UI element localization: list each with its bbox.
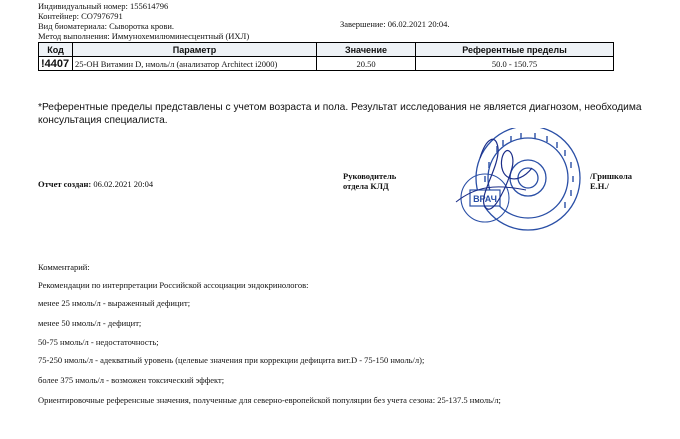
- comment-line: менее 50 нмоль/л - дефицит;: [38, 318, 142, 328]
- report-created: [38, 179, 153, 189]
- comment-line: Ориентировочные референсные значения, полученные для северно-европейской популяции без учета сезона: 25-137.5 нмоль/л;: [38, 395, 501, 405]
- table-header-row: [39, 43, 614, 57]
- stamp-seal-icon: [436, 128, 606, 248]
- signature-name: [590, 171, 632, 191]
- footnote: *Референтные пределы представлены с учетом возраста и пола. Результат исследования не является диагнозом, необходима консультация специалиста.: [38, 102, 642, 126]
- cell-value: 20.50: [317, 57, 416, 71]
- comments-title: Комментарий:: [38, 262, 90, 272]
- head-title-line1: Руководитель: [343, 171, 397, 181]
- completion-date: Завершение: 06.02.2021 20:04.: [340, 19, 450, 29]
- head-title-line2: отдела КЛД: [343, 181, 389, 191]
- cell-parameter: 25-OH Витамин D, нмоль/л (анализатор Architect i2000): [73, 57, 317, 71]
- column-header-parameter: Параметр: [73, 43, 317, 57]
- cell-code: !4407: [39, 57, 73, 71]
- column-header-reference: Референтные пределы: [416, 43, 614, 57]
- method: Метод выполнения: Иммунохемилюминесцентный (ИХЛ): [38, 31, 250, 41]
- cell-reference: 50.0 - 150.75: [416, 57, 614, 71]
- comment-line: более 375 нмоль/л - возможен токсический эффект;: [38, 375, 225, 385]
- comment-line: Рекомендации по интерпретации Российской ассоциации эндокринологов:: [38, 280, 309, 290]
- comment-line: 50-75 нмоль/л - недостаточность;: [38, 337, 159, 347]
- comment-line: 75-250 нмоль/л - адекватный уровень (целевые значения при коррекции дефицита вит.D - 75-150 нмоль/л);: [38, 355, 425, 365]
- biomaterial: Вид биоматериала: Сыворотка крови.: [38, 21, 175, 31]
- column-header-code: Код: [39, 43, 73, 57]
- stamp-label: ВРАЧ: [473, 194, 497, 204]
- comment-line: менее 25 нмоль/л - выраженный дефицит;: [38, 298, 191, 308]
- results-table: [38, 42, 614, 71]
- table-row: [39, 57, 614, 71]
- report-created-label: Отчет создан:: [38, 179, 92, 189]
- signature-name-line1: /Гришкола: [590, 171, 632, 181]
- container-number: Контейнер: СО7976791: [38, 11, 123, 21]
- individual-number: Индивидуальный номер: 155614796: [38, 1, 169, 11]
- signature-name-line2: Е.Н./: [590, 181, 609, 191]
- report-created-date: 06.02.2021 20:04: [93, 179, 154, 189]
- head-title: [343, 171, 396, 191]
- column-header-value: Значение: [317, 43, 416, 57]
